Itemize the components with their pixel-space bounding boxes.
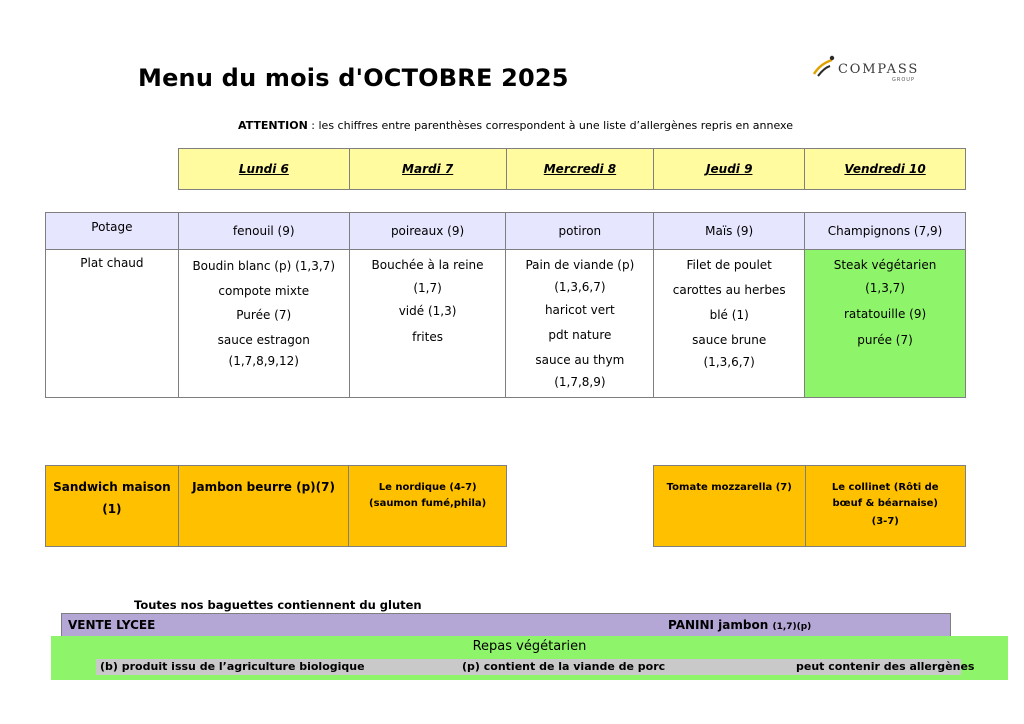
potage-wednesday: potiron: [506, 213, 654, 250]
sandwich-table-left: [45, 465, 507, 547]
sandwich-collinet-line2: bœuf & béarnaise): [832, 498, 938, 509]
allergen-notice: [238, 119, 793, 132]
legend-porc: (p) contient de la viande de porc: [404, 659, 854, 675]
attention-text: : les chiffres entre parenthèses correspondent à une liste d’allergènes repris en annexe: [307, 119, 793, 132]
plat-tuesday: [349, 250, 506, 398]
dish-line: Steak végétarien: [833, 258, 937, 272]
logo-subtext: GROUP: [892, 77, 915, 83]
panini-allergens: (1,7)(p): [772, 622, 812, 632]
plat-monday: [178, 250, 349, 398]
dish-line: sauce estragon: [217, 332, 310, 347]
dish-line: (1,7,8,9,12): [228, 353, 299, 368]
vente-lycee-bar: [61, 613, 951, 637]
dish-line: (1,3,7): [865, 281, 905, 295]
potage-tuesday: poireaux (9): [349, 213, 506, 250]
legend-box: [51, 636, 1008, 680]
dish-line: Boudin blanc (p) (1,3,7): [192, 259, 336, 273]
legend-allergenes: peut contenir des allergènes: [796, 660, 975, 673]
plat-chaud-label: Plat chaud: [46, 250, 179, 398]
dish-line: sauce au thym: [535, 353, 625, 367]
plat-chaud-row: [46, 250, 966, 398]
dish-line: compote mixte: [218, 283, 310, 298]
dish-line: purée (7): [857, 333, 913, 347]
dish-line: Filet de poulet: [686, 258, 772, 272]
dish-line: frites: [412, 330, 443, 344]
dish-line: vidé (1,3): [398, 304, 457, 318]
sandwich-maison-text: Sandwich maison: [53, 480, 171, 494]
page-title: Menu du mois d'OCTOBRE 2025: [138, 64, 569, 92]
potage-label: Potage: [46, 213, 179, 250]
sandwich-tomate-mozzarella: Tomate mozzarella (7): [654, 466, 806, 547]
menu-table: [45, 212, 966, 398]
sandwich-collinet: [805, 466, 965, 547]
sandwich-nordique-name: Le nordique (4-7): [378, 482, 477, 493]
dish-line: sauce brune: [692, 333, 767, 347]
attention-label: ATTENTION: [238, 119, 308, 132]
dish-line: carottes au herbes: [672, 283, 786, 297]
dish-line: (1,7,8,9): [554, 375, 606, 389]
day-monday: Lundi 6: [179, 149, 350, 190]
legend-bio: (b) produit issu de l’agriculture biologique: [96, 659, 408, 675]
sandwich-maison-allergen: (1): [102, 502, 122, 516]
dish-line: Pain de viande (p): [525, 258, 635, 272]
potage-monday: fenouil (9): [178, 213, 349, 250]
sandwich-nordique: [349, 466, 507, 547]
sandwich-jambon-beurre: Jambon beurre (p)(7): [178, 466, 349, 547]
dish-line: pdt nature: [548, 328, 612, 342]
day-friday: Vendredi 10: [805, 149, 966, 190]
sandwich-table-right: [653, 465, 966, 547]
dish-line: Purée (7): [236, 308, 292, 322]
day-tuesday: Mardi 7: [349, 149, 506, 190]
day-wednesday: Mercredi 8: [506, 149, 654, 190]
dish-line: ratatouille (9): [843, 307, 927, 321]
day-thursday: Jeudi 9: [654, 149, 805, 190]
sandwich-collinet-line1: Le collinet (Rôti de: [831, 482, 939, 493]
logo-text: COMPASS: [838, 62, 920, 77]
compass-logo: [810, 52, 940, 82]
repas-vegetarien-label: Repas végétarien: [472, 639, 587, 654]
plat-friday: [805, 250, 966, 398]
days-header-table: [178, 148, 966, 190]
dish-line: blé (1): [709, 308, 749, 322]
sandwich-nordique-desc: (saumon fumé,phila): [369, 498, 487, 509]
dish-line: (1,3,6,7): [554, 280, 606, 294]
potage-thursday: Maïs (9): [654, 213, 805, 250]
sandwich-maison-label: [46, 466, 179, 547]
plat-wednesday: [506, 250, 654, 398]
dish-line: (1,7): [413, 281, 442, 295]
dish-line: (1,3,6,7): [703, 355, 755, 369]
dish-line: Bouchée à la reine: [371, 258, 484, 272]
panini-item: [668, 618, 811, 632]
gluten-notice: Toutes nos baguettes contiennent du gluten: [134, 598, 422, 612]
dish-line: haricot vert: [544, 303, 615, 317]
plat-thursday: [654, 250, 805, 398]
potage-friday: Champignons (7,9): [805, 213, 966, 250]
compass-logo-icon: [810, 52, 840, 82]
potage-row: [46, 213, 966, 250]
sandwich-collinet-line3: (3-7): [871, 516, 899, 527]
panini-label: PANINI jambon: [668, 618, 773, 632]
vente-lycee-label: VENTE LYCEE: [68, 618, 156, 632]
